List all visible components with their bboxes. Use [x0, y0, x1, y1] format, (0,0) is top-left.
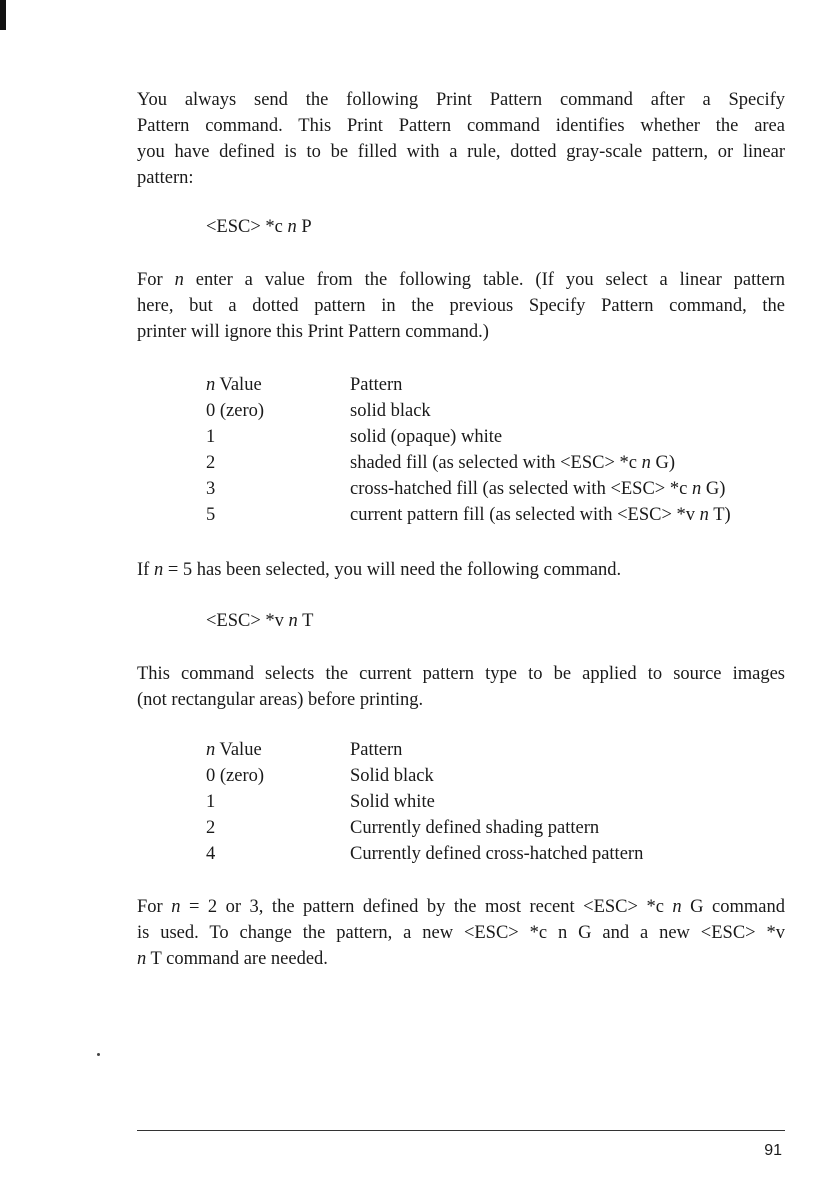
selects-line: This command selects the current pattern type to be applied to source images — [137, 664, 785, 684]
intro-paragraph — [137, 87, 785, 191]
table-header-row — [206, 737, 806, 763]
table-row: 2 Currently defined shading pattern — [206, 818, 600, 838]
table-row: 1 Solid white — [206, 792, 435, 812]
table-row: 0 (zero) Solid black — [206, 766, 434, 786]
selects-line: (not rectangular areas) before printing. — [137, 690, 424, 710]
intro-line: you have defined is to be filled with a rule, dotted gray-scale pattern, or linear — [137, 142, 785, 162]
for-n-paragraph — [137, 267, 785, 345]
source-pattern-table — [206, 737, 806, 867]
table-row: 0 (zero) solid black — [206, 401, 431, 421]
closing-paragraph — [137, 894, 785, 972]
if-n5-paragraph: If n = 5 has been selected, you will need the following command. — [137, 560, 622, 580]
print-pattern-command: <ESC> *c n P — [206, 217, 312, 237]
value-column-header: n Value — [206, 375, 262, 395]
table-row: 4 Currently defined cross-hatched pattern — [206, 844, 644, 864]
closing-line: n T command are needed. — [137, 949, 328, 969]
scan-edge-mark — [0, 0, 6, 30]
table-row: 5 current pattern fill (as selected with <ESC> *v n T) — [206, 505, 731, 525]
select-pattern-command: <ESC> *v n T — [206, 611, 314, 631]
closing-line: is used. To change the pattern, a new <ESC> *c n G and a new <ESC> *v — [137, 923, 785, 943]
intro-line: Pattern command. This Print Pattern command identifies whether the area — [137, 116, 785, 136]
for-n-line: For n enter a value from the following table. (If you select a linear pattern — [137, 270, 785, 290]
value-column-header: n Value — [206, 740, 262, 760]
print-pattern-table — [206, 372, 806, 528]
pattern-column-header: Pattern — [350, 740, 403, 760]
page-number: 91 — [764, 1142, 782, 1159]
selects-paragraph — [137, 661, 785, 713]
pattern-column-header: Pattern — [350, 375, 403, 395]
scan-speck — [97, 1053, 100, 1056]
table-row: 2 shaded fill (as selected with <ESC> *c n G) — [206, 453, 676, 473]
table-row: 1 solid (opaque) white — [206, 427, 503, 447]
intro-line: You always send the following Print Pattern command after a Specify — [137, 90, 785, 110]
for-n-line: here, but a dotted pattern in the previous Specify Pattern command, the — [137, 296, 785, 316]
table-header-row — [206, 372, 806, 398]
intro-line: pattern: — [137, 168, 194, 188]
footer-rule — [137, 1130, 785, 1131]
table-row: 3 cross-hatched fill (as selected with <ESC> *c n G) — [206, 479, 726, 499]
closing-line: For n = 2 or 3, the pattern defined by the most recent <ESC> *c n G command — [137, 897, 785, 917]
for-n-line: printer will ignore this Print Pattern command.) — [137, 322, 489, 342]
